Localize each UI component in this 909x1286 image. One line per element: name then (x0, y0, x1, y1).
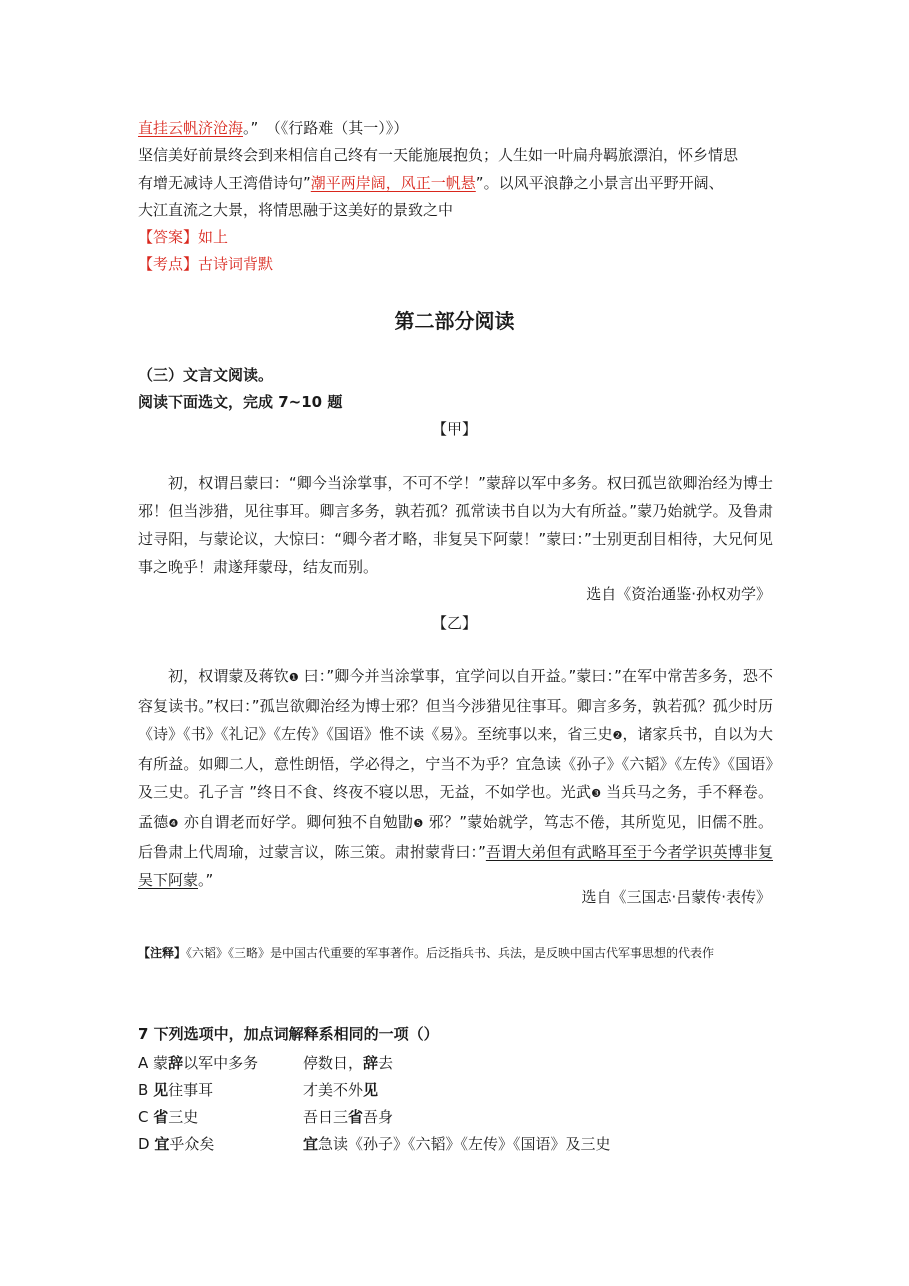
yi-passage: 初，权谓蒙及蒋钦❶ 曰：”卿今并当涂掌事，宜学问以自开益。”蒙曰：”在军中常苦多务，恐不容复读书。”权曰：”孤岂欲卿治经为博士邪？但当今涉猎见往事耳。卿言多务，孰若孤？孤少时历《诗》《书》《礼记》《左传》《国语》惟不读《易》。至统事以来，省三史❷，诸家兵书，自以为大有所益。如卿二人，意性朗悟，学必得之，宁当不为乎？宜急读《孙子》《六韬》《左传》《国语》及三史。孔子言 ”终日不食、终夜不寝以思，无益，不如学也。光武❸ 当兵马之务，手不释卷。孟德❹ 亦自谓老而好学。卿何独不自勉勖❺ 邪？”蒙始就学，笃志不倦，其所览见，旧儒不胜。后鲁肃上代周瑜，过蒙言议，陈三策。肃拊蒙背曰：”吾谓大弟但有武略耳至于今者学识英博非复吴下阿蒙。” (138, 667, 773, 889)
yi-label: 【乙】 (431, 614, 477, 632)
jia-label: 【甲】 (431, 420, 477, 438)
annotation-text: 《六韬》《三略》是中国古代重要的军事著作。后泛指兵书、兵法，是反映中国古代军事思想的代表作 (186, 946, 715, 960)
section-title: 第二部分阅读 (394, 309, 515, 333)
annotation (138, 940, 778, 966)
poem-line (138, 118, 408, 138)
analysis-line-1: 坚信美好前景终会到来相信自己终有一天能施展抱负；人生如一叶扁舟羁旅漂泊，怀乡情思 (138, 146, 739, 164)
analysis-line-3: 大江直流之大景，将情思融于这美好的景致之中 (138, 201, 454, 219)
jia-source: 选自《资治通鉴·孙权劝学》 (586, 585, 771, 603)
point-tag: 【考点】 (138, 255, 199, 273)
jia-passage: 初，权谓吕蒙曰：“卿今当涂掌事，不可不学！”蒙辞以军中多务。权曰孤岂欲卿治经为博士邪！但当涉猎，见往事耳。卿言多务，孰若孤？孤常读书自以为大有所益。”蒙乃始就学。及鲁肃过寻阳，与蒙论议，大惊曰：“卿今者才略，非复吴下阿蒙！”蒙曰：”士别更刮目相待，大兄何见事之晚乎！肃遂拜蒙母，结友而别。 (138, 474, 773, 576)
poem-source: 。” （《行路难（其一）》） (243, 119, 409, 137)
note-marker-1: ❶ (288, 671, 299, 684)
note-marker-2: ❷ (612, 729, 623, 742)
underlined-sentence: 吾谓大弟但有武略耳至于今者学识英博非复吴下阿蒙 (138, 843, 773, 889)
poem-quote-red: 直挂云帆济沧海 (138, 119, 244, 137)
option-c: C 省三史 吾日三省吾身 (138, 1108, 394, 1126)
annotation-tag: 【注释】 (138, 946, 187, 960)
instruction: 阅读下面选文，完成 7~10 题 (138, 393, 343, 411)
point-text: 古诗词背默 (198, 255, 274, 273)
analysis-line-2: 有增无减诗人王湾借诗句”潮平两岸阔，风正一帆悬”。以风平浪静之小景言出平野开阔、 (138, 174, 724, 192)
answer-text: 如上 (198, 228, 229, 246)
option-a: A 蒙辞以军中多务 停数日，辞去 (138, 1054, 394, 1072)
sub-heading: （三）文言文阅读。 (138, 366, 274, 384)
answer-tag: 【答案】 (138, 228, 199, 246)
yi-source: 选自《三国志·吕蒙传·表传》 (581, 888, 771, 906)
question-stem: 7 下列选项中，加点词解释系相同的一项（） (138, 1025, 439, 1043)
answer-line (138, 227, 228, 247)
option-b: B 见往事耳 才美不外见 (138, 1081, 379, 1099)
note-marker-5: ❺ (413, 817, 424, 830)
option-d: D 宜乎众矣 宜急读《孙子》《六韬》《左传》《国语》及三史 (138, 1135, 611, 1153)
poem-quote-red-2: 潮平两岸阔，风正一帆悬 (310, 174, 476, 192)
note-marker-4: ❹ (168, 817, 179, 830)
point-line (138, 254, 273, 274)
note-marker-3: ❸ (591, 787, 602, 800)
